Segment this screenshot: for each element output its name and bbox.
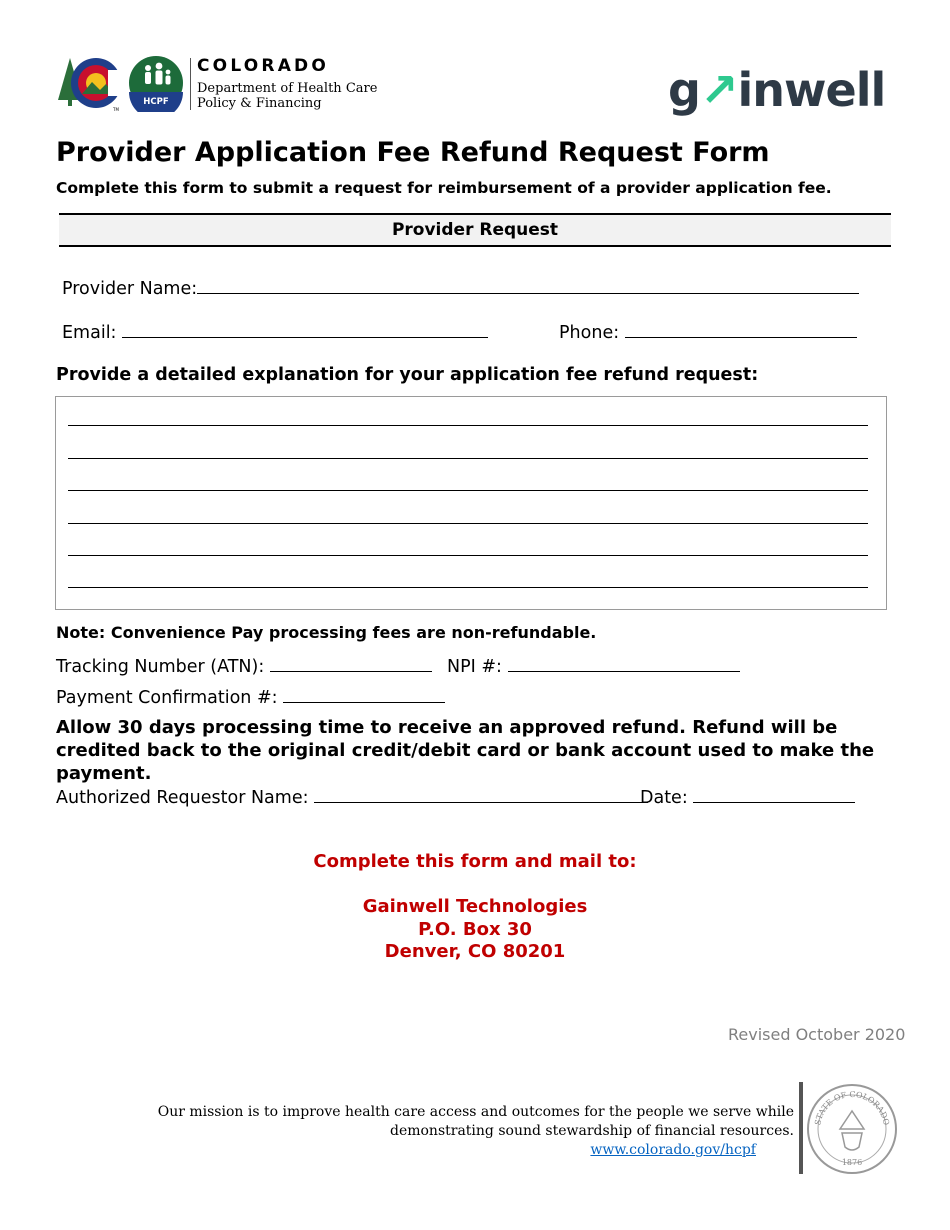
convenience-pay-note: Note: Convenience Pay processing fees are non-refundable. xyxy=(56,623,597,642)
date-row xyxy=(640,785,855,809)
explanation-line[interactable] xyxy=(68,555,868,556)
form-subtitle: Complete this form to submit a request for reimbursement of a provider application fee. xyxy=(56,179,832,197)
mission-line-1: Our mission is to improve health care access and outcomes for the people we serve while xyxy=(157,1104,794,1120)
requestor-row xyxy=(56,785,648,809)
svg-text:TM: TM xyxy=(113,107,119,112)
email-field[interactable] xyxy=(122,320,488,338)
email-label: Email: xyxy=(62,323,117,343)
requestor-label: Authorized Requestor Name: xyxy=(56,788,309,808)
hcpf-badge-text: HCPF xyxy=(143,97,169,107)
dept-line-1: Department of Health Care xyxy=(197,81,378,96)
npi-field[interactable] xyxy=(508,654,740,672)
explanation-line[interactable] xyxy=(68,458,868,459)
explanation-box[interactable] xyxy=(55,396,887,610)
revised-date: Revised October 2020 xyxy=(728,1025,906,1044)
mission-statement xyxy=(158,1103,794,1160)
payment-confirmation-field[interactable] xyxy=(283,685,445,703)
explanation-label: Provide a detailed explanation for your application fee refund request: xyxy=(56,365,759,385)
dept-line-2: Policy & Financing xyxy=(197,96,322,111)
gainwell-logo: g↗inwell xyxy=(668,63,886,117)
mail-heading: Complete this form and mail to: xyxy=(313,851,637,872)
svg-text:1876: 1876 xyxy=(841,1158,863,1167)
tracking-row xyxy=(56,654,432,678)
email-row xyxy=(62,320,488,344)
footer-divider xyxy=(799,1082,803,1174)
svg-text:STATE OF COLORADO: STATE OF COLORADO xyxy=(813,1089,891,1126)
section-header xyxy=(59,213,891,247)
hcpf-website-link[interactable]: www.colorado.gov/hcpf xyxy=(590,1142,756,1158)
colorado-dept-name xyxy=(197,57,377,111)
provider-name-field[interactable] xyxy=(197,276,859,294)
payment-row xyxy=(56,685,445,709)
explanation-line[interactable] xyxy=(68,523,868,524)
phone-field[interactable] xyxy=(625,320,857,338)
mail-company: Gainwell Technologies xyxy=(362,896,588,917)
mission-line-2: demonstrating sound stewardship of financial resources. xyxy=(389,1123,794,1139)
state-seal-icon xyxy=(806,1083,898,1175)
explanation-line[interactable] xyxy=(68,425,868,426)
provider-name-row xyxy=(62,276,859,300)
explanation-line[interactable] xyxy=(68,587,868,588)
npi-label: NPI #: xyxy=(447,657,502,677)
provider-name-label: Provider Name: xyxy=(62,279,198,299)
section-title: Provider Request xyxy=(391,220,559,240)
tracking-number-field[interactable] xyxy=(270,654,432,672)
date-field[interactable] xyxy=(693,785,855,803)
state-name: COLORADO xyxy=(197,56,330,76)
requestor-name-field[interactable] xyxy=(314,785,648,803)
phone-label: Phone: xyxy=(559,323,620,343)
form-title: Provider Application Fee Refund Request Form xyxy=(56,137,770,168)
tracking-label: Tracking Number (ATN): xyxy=(56,657,265,677)
payment-confirmation-label: Payment Confirmation #: xyxy=(56,688,278,708)
colorado-hcpf-logo xyxy=(56,56,186,112)
explanation-line[interactable] xyxy=(68,490,868,491)
phone-row xyxy=(559,320,857,344)
npi-row xyxy=(447,654,740,678)
date-label: Date: xyxy=(640,788,688,808)
mail-city: Denver, CO 80201 xyxy=(384,941,566,962)
mail-po-box: P.O. Box 30 xyxy=(418,919,532,940)
logo-divider xyxy=(190,58,191,110)
processing-notice: Allow 30 days processing time to receive an approved refund. Refund will be credited back to the original credit/debit card or bank account used to make the payment. xyxy=(56,717,875,784)
